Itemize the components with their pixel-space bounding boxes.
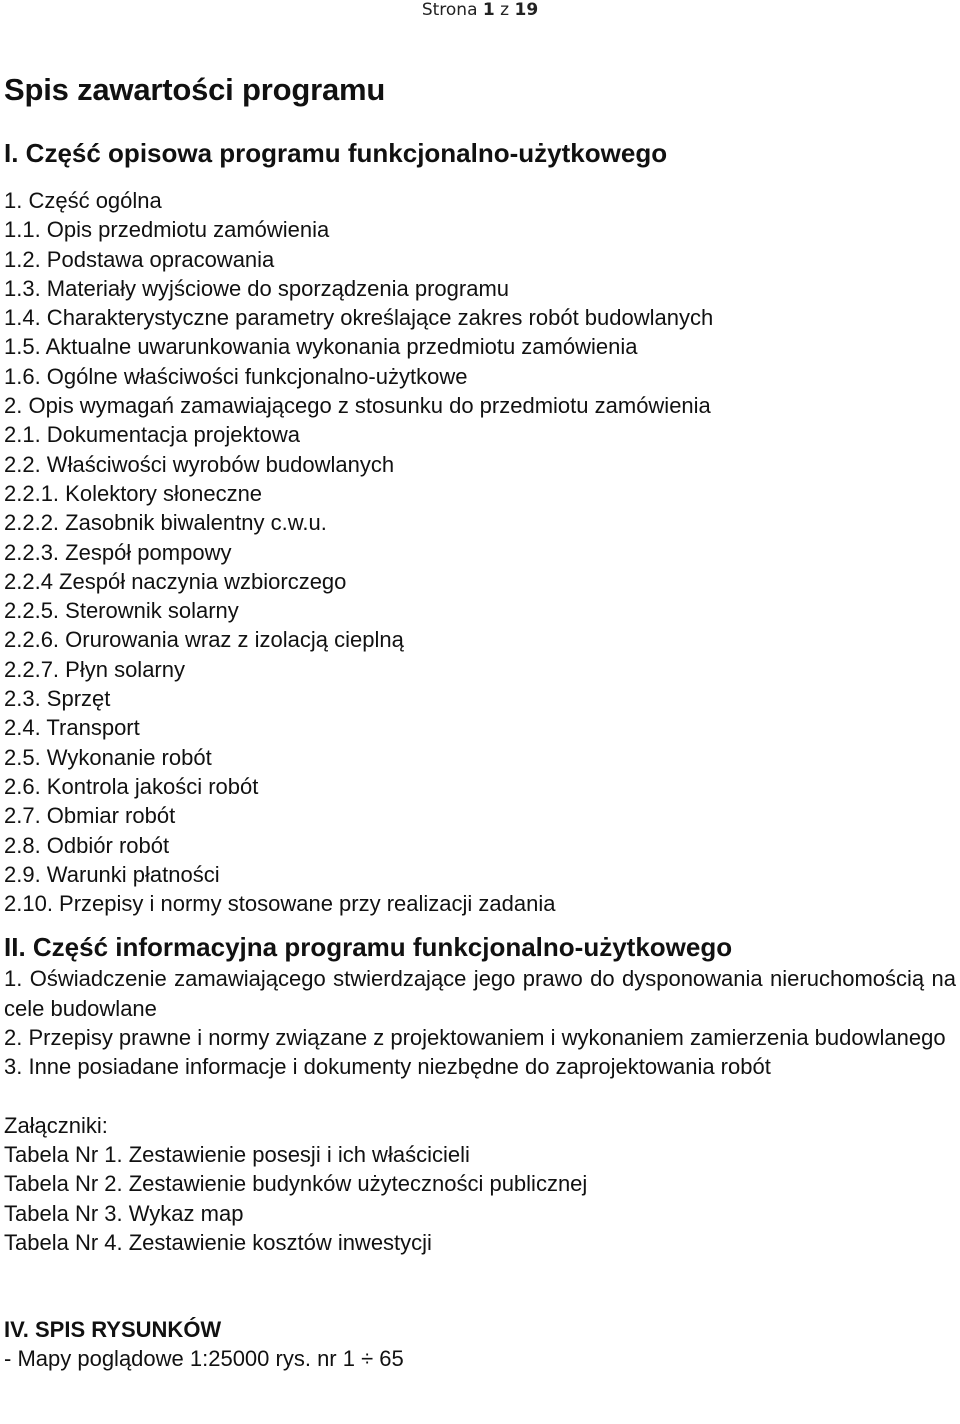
toc-item: 1.2. Podstawa opracowania	[4, 246, 275, 272]
drawings-item: - Mapy poglądowe 1:25000 rys. nr 1 ÷ 65	[4, 1346, 404, 1372]
spacer	[4, 1082, 956, 1111]
toc-item: 1.5. Aktualne uwarunkowania wykonania przedmiotu zamówienia	[4, 334, 638, 360]
toc-item: 2. Opis wymagań zamawiającego z stosunku do przedmiotu zamówienia	[4, 393, 711, 419]
toc-item: 2.2.1. Kolektory słoneczne	[4, 480, 263, 506]
toc-item: 2.2.2. Zasobnik biwalentny c.w.u.	[4, 510, 327, 536]
page-number: 1	[482, 0, 495, 20]
part-2-item-2: 2. Przepisy prawne i normy związane z projektowaniem i wykonaniem zamierzenia budowlanego	[4, 1025, 946, 1051]
toc-item: 2.7. Obmiar robót	[4, 803, 176, 829]
attachment-item: Tabela Nr 2. Zestawienie budynków użyteczności publicznej	[4, 1171, 588, 1197]
page-label: Strona	[421, 0, 478, 20]
attachment-item: Tabela Nr 1. Zestawienie posesji i ich właścicieli	[4, 1141, 470, 1167]
part-2-item-3: 3. Inne posiadane informacje i dokumenty niezbędne do zaprojektowania robót	[4, 1054, 771, 1080]
toc-item: 1.1. Opis przedmiotu zamówienia	[4, 217, 330, 243]
toc-item: 2.2.7. Płyn solarny	[4, 656, 185, 682]
toc-item: 1. Część ogólna	[4, 188, 162, 213]
toc-item: 2.10. Przepisy i normy stosowane przy realizacji zadania	[4, 891, 556, 917]
page-header	[0, 0, 960, 20]
document-body	[4, 68, 956, 1373]
page-total: 19	[514, 0, 539, 20]
toc-item: 2.9. Warunki płatności	[4, 861, 220, 887]
document-title: Spis zawartości programu	[4, 72, 386, 107]
attachment-item: Tabela Nr 4. Zestawienie kosztów inwestycji	[4, 1229, 432, 1255]
toc-item: 2.3. Sprzęt	[4, 686, 111, 712]
toc-item: 2.2.6. Orurowania wraz z izolacją cieplną	[4, 627, 404, 653]
toc-item: 1.4. Charakterystyczne parametry określające zakres robót budowlanych	[4, 305, 714, 331]
attachment-item: Tabela Nr 3. Wykaz map	[4, 1200, 244, 1226]
toc-item: 2.2. Właściwości wyrobów budowlanych	[4, 451, 395, 477]
toc-item: 2.5. Wykonanie robót	[4, 744, 212, 770]
spacer	[4, 1257, 956, 1315]
toc-item: 2.2.5. Sterownik solarny	[4, 598, 239, 624]
part-2-title: II. Część informacyjna programu funkcjonalno-użytkowego	[4, 932, 733, 963]
toc-item: 2.2.3. Zespół pompowy	[4, 539, 232, 565]
attachments-label: Załączniki:	[4, 1112, 108, 1138]
toc-item: 1.3. Materiały wyjściowe do sporządzenia programu	[4, 275, 510, 301]
toc-item: 2.1. Dokumentacja projektowa	[4, 422, 300, 448]
page-separator: z	[500, 0, 510, 20]
part-2-item-1: 1. Oświadczenie zamawiającego stwierdzające jego prawo do dysponowania nieruchomością na cele budowlane	[4, 966, 956, 1021]
part-1-title: I. Część opisowa programu funkcjonalno-użytkowego	[4, 138, 668, 168]
toc-item: 1.6. Ogólne właściwości funkcjonalno-użytkowe	[4, 363, 468, 389]
drawings-title: IV. SPIS RYSUNKÓW	[4, 1317, 222, 1343]
toc-item: 2.6. Kontrola jakości robót	[4, 773, 259, 799]
toc-item: 2.2.4 Zespół naczynia wzbiorczego	[4, 568, 347, 594]
toc-item: 2.4. Transport	[4, 715, 140, 741]
part-1-list	[4, 186, 956, 918]
toc-item: 2.8. Odbiór robót	[4, 832, 170, 858]
